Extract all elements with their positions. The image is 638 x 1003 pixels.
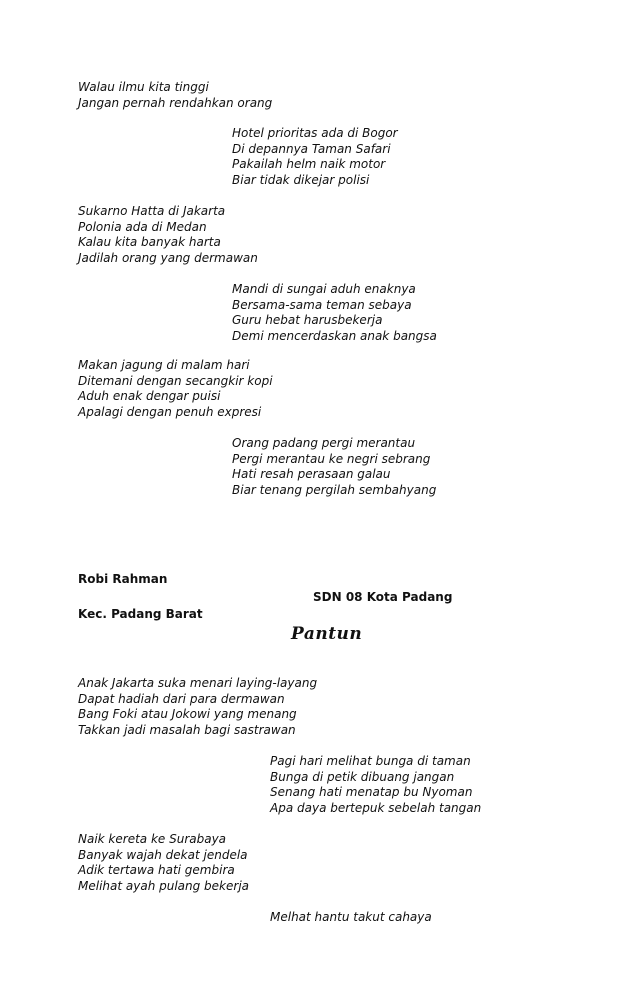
poem-line: Hati resah perasaan galau (232, 467, 391, 482)
poem-line: Kalau kita banyak harta (78, 235, 221, 250)
poem-line: Demi mencerdaskan anak bangsa (232, 328, 437, 343)
poem-line: Naik kereta ke Surabaya (78, 832, 227, 846)
stanza-3 (78, 204, 258, 266)
poem-line: Orang padang pergi merantau (232, 436, 416, 450)
poem-line: Pergi merantau ke negri sebrang (232, 451, 431, 466)
poem-line: Bang Foki atau Jokowi yang menang (78, 707, 297, 722)
poem-line: Melihat ayah pulang bekerja (78, 878, 250, 893)
poem-line: Ditemani dengan secangkir kopi (78, 373, 273, 388)
district-name: Kec. Padang Barat (78, 607, 203, 621)
poem-line: Walau ilmu kita tinggi (78, 80, 209, 94)
poem-line: Anak Jakarta suka menari laying-layang (78, 676, 318, 690)
poem-line: Pagi hari melihat bunga di taman (270, 754, 471, 768)
poem-line: Di depannya Taman Safari (232, 141, 391, 156)
poem-line: Dapat hadiah dari para dermawan (78, 691, 285, 706)
stanza-6 (232, 436, 436, 498)
poem-line: Guru hebat harusbekerja (232, 313, 383, 328)
poem-line: Jadilah orang yang dermawan (78, 250, 258, 265)
poem-line: Biar tidak dikejar polisi (232, 172, 370, 187)
poem-line: Jangan pernah rendahkan orang (78, 95, 273, 110)
poem-line: Adik tertawa hati gembira (78, 863, 235, 878)
stanza-9 (78, 832, 249, 894)
poem-line: Melhat hantu takut cahaya (270, 910, 432, 924)
poem-line: Sukarno Hatta di Jakarta (78, 204, 226, 218)
poem-line: Senang hati menatap bu Nyoman (270, 785, 473, 800)
stanza-8 (270, 754, 481, 816)
poem-line: Biar tenang pergilah sembahyang (232, 482, 437, 497)
poem-line: Takkan jadi masalah bagi sastrawan (78, 722, 296, 737)
stanza-5 (78, 358, 273, 420)
author-name: Robi Rahman (78, 572, 168, 586)
school-name: SDN 08 Kota Padang (313, 590, 453, 604)
poem-line: Aduh enak dengar puisi (78, 389, 221, 404)
poem-line: Banyak wajah dekat jendela (78, 847, 248, 862)
poem-line: Makan jagung di malam hari (78, 358, 250, 372)
poem-line: Hotel prioritas ada di Bogor (232, 126, 398, 140)
poem-line: Apa daya bertepuk sebelah tangan (270, 800, 482, 815)
stanza-1 (78, 80, 272, 111)
poem-line: Polonia ada di Medan (78, 219, 207, 234)
stanza-10 (270, 910, 432, 926)
poem-line: Apalagi dengan penuh expresi (78, 404, 262, 419)
poem-line: Bersama-sama teman sebaya (232, 297, 412, 312)
poem-line: Bunga di petik dibuang jangan (270, 769, 455, 784)
page-title: Pantun (291, 624, 363, 644)
stanza-7 (78, 676, 317, 738)
stanza-4 (232, 282, 437, 344)
poem-line: Pakailah helm naik motor (232, 157, 386, 172)
stanza-2 (232, 126, 398, 188)
poem-line: Mandi di sungai aduh enaknya (232, 282, 416, 296)
